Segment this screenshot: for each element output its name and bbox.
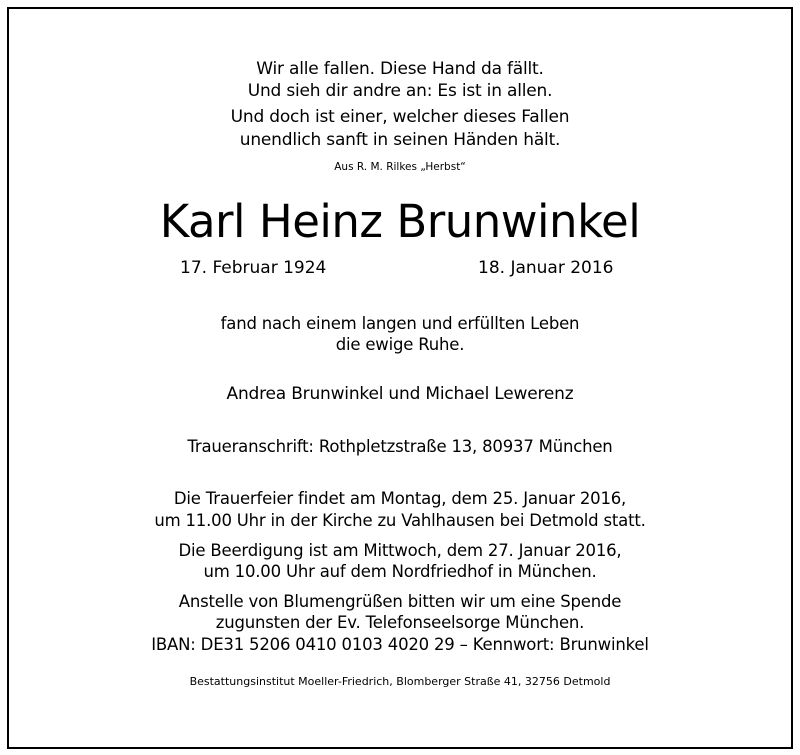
burial-line: Die Beerdigung ist am Mittwoch, dem 27. Januar 2016, (178, 541, 622, 560)
deceased-name: Karl Heinz Brunwinkel (159, 195, 641, 248)
donation-line: Anstelle von Blumengrüßen bitten wir um eine Spende (178, 592, 622, 611)
message-line: fand nach einem langen und erfüllten Leben (220, 314, 580, 333)
message-line: die ewige Ruhe. (335, 335, 465, 354)
donation-line: zugunsten der Ev. Telefonseelsorge München. (215, 613, 585, 632)
death-date: 18. Januar 2016 (478, 258, 614, 278)
poem-line: Wir alle fallen. Diese Hand da fällt. (256, 59, 544, 79)
mourning-address: Traueranschrift: Rothpletzstraße 13, 80937 München (187, 437, 613, 456)
funeral-home: Bestattungsinstitut Moeller-Friedrich, Blomberger Straße 41, 32756 Detmold (189, 675, 611, 688)
mourners: Andrea Brunwinkel und Michael Lewerenz (226, 384, 574, 404)
poem-source: Aus R. M. Rilkes „Herbst“ (334, 161, 466, 173)
donation-iban: IBAN: DE31 5206 0410 0103 4020 29 – Kennwort: Brunwinkel (151, 635, 649, 654)
ceremony-line: Die Trauerfeier findet am Montag, dem 25. Januar 2016, (173, 489, 627, 508)
ceremony-line: um 11.00 Uhr in der Kirche zu Vahlhausen bei Detmold statt. (154, 511, 646, 530)
poem-line: unendlich sanft in seinen Händen hält. (239, 130, 561, 150)
poem-line: Und doch ist einer, welcher dieses Fallen (230, 107, 570, 127)
birth-date: 17. Februar 1924 (180, 258, 327, 278)
poem-line: Und sieh dir andre an: Es ist in allen. (247, 81, 553, 101)
burial-line: um 10.00 Uhr auf dem Nordfriedhof in München. (203, 562, 597, 581)
